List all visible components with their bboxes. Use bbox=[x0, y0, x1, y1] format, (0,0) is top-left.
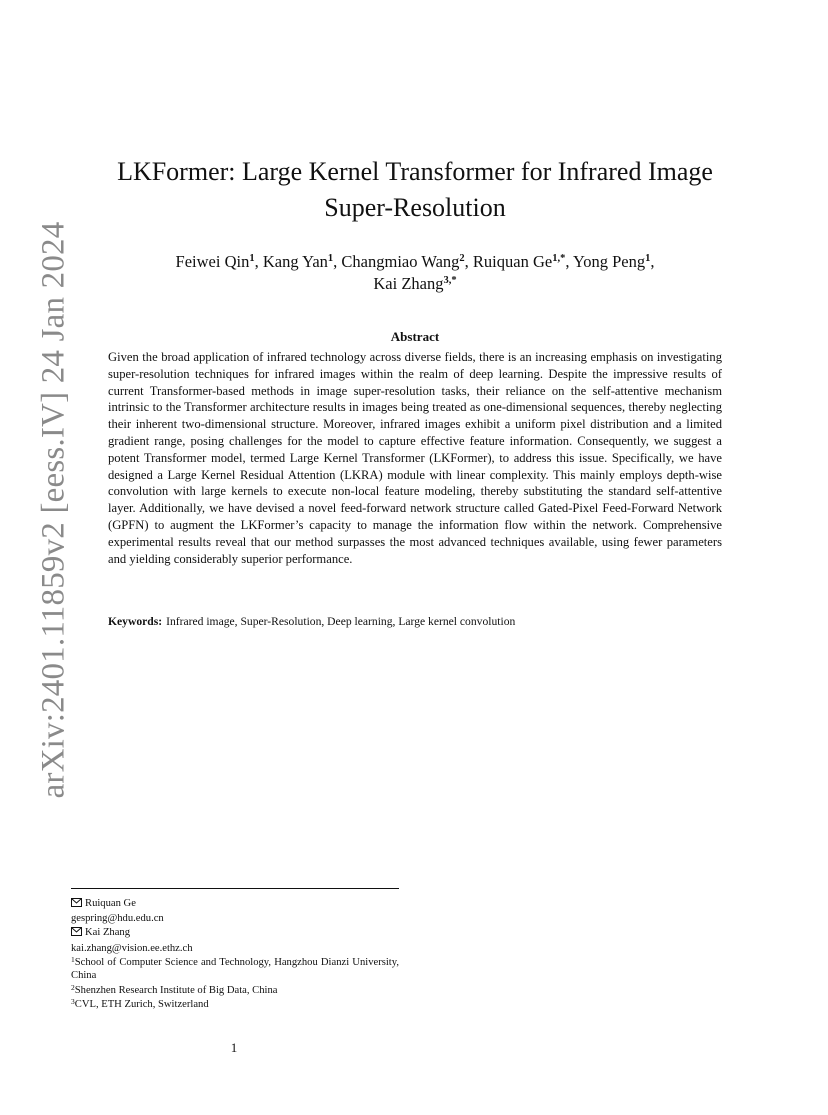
footnote-divider bbox=[71, 888, 399, 889]
corresponding-email-2: kai.zhang@vision.ee.ethz.ch bbox=[71, 942, 193, 954]
author-affiliation-mark: 2 bbox=[459, 253, 465, 264]
abstract-heading: Abstract bbox=[390, 329, 440, 344]
author-qin: Feiwei Qin$^1$, bbox=[175, 252, 263, 271]
keywords-label: Keywords: bbox=[108, 615, 163, 628]
keywords-line bbox=[108, 614, 722, 629]
author-affiliation-mark: 1 bbox=[249, 253, 255, 264]
author-yan: Kang Yan$^1$, bbox=[262, 252, 342, 271]
author-affiliation-mark: 3,* bbox=[443, 275, 457, 286]
author-peng: Yong Peng$^1$, bbox=[572, 252, 655, 271]
arxiv-identifier-stamp: arXiv:2401.11859v2 [eess.IV] 24 Jan 2024 bbox=[35, 221, 72, 799]
paper-title: LKFormer: Large Kernel Transformer for Infrared Image Super-Resolution bbox=[117, 157, 713, 222]
author-ge: Ruiquan $Ge^{1,*}$, bbox=[472, 252, 573, 271]
envelope-icon bbox=[71, 898, 82, 912]
affiliation-3: $^3$CVL, ETH Zurich, Switzerland bbox=[71, 996, 209, 1010]
author-affiliation-mark: 1,* bbox=[552, 253, 566, 264]
page-number: 1 bbox=[230, 1040, 238, 1055]
author-affiliation-mark: 1 bbox=[327, 253, 334, 264]
abstract-text: Given the broad application of infrared technology across diverse fields, there is an increasing emphasis on investigating super-resolution techniques for infrared images within the realm of deep learning. Despite the impressive results of current Transformer-based methods in image super-resolution tasks, their reliance on the self-attentive mechanism intrinsic to the Transformer architecture results in images being treated as one-dimensional sequences, thereby neglecting their inherent two-dimensional structure. Moreover, infrared images exhibit a uniform pixel distribution and a limited gradient range, posing challenges for the model to capture effective feature information. Consequently, we suggest a potent Transformer model, termed Large Kernel Transformer (LKFormer), to address this issue. Specifically, we have designed a Large Kernel Residual Attention (LKRA) module with linear complexity. This mainly employs depth-wise convolution with large kernels to execute non-local feature modeling, thereby substituting the standard self-attentive layer. Additionally, we have devised a novel feed-forward network structure called Gated-Pixel Feed-Forward Network (GPFN) to augment the LKFormer’s capacity to manage the information flow within the network. Comprehensive experimental results reveal that our method surpasses the most advanced techniques available, using fewer parameters and yielding considerably superior performance. bbox=[108, 350, 722, 566]
affiliation-1: $^1$School of Computer Science and Technology, Hangzhou Dianzi University, China bbox=[71, 954, 399, 982]
corresponding-email-1: gespring@hdu.edu.cn bbox=[71, 913, 164, 925]
author-zhang: Kai Zhang$^{3,*}$ bbox=[373, 274, 457, 293]
author-wang: Changmiao Wang$^2$, bbox=[341, 252, 473, 271]
author-list bbox=[90, 251, 740, 295]
envelope-icon bbox=[71, 927, 82, 941]
affiliation-2: $^2$Shenzhen Research Institute of Big Data, China bbox=[71, 982, 278, 996]
keywords-text: Infrared image, Super-Resolution, Deep learning, Large kernel convolution bbox=[166, 615, 516, 628]
author-affiliation-mark: 1 bbox=[645, 253, 651, 264]
corresponding-author-2: Kai Zhang bbox=[71, 926, 399, 941]
footnotes bbox=[71, 897, 399, 1012]
corresponding-author-1: Ruiquan Ge bbox=[71, 897, 399, 912]
